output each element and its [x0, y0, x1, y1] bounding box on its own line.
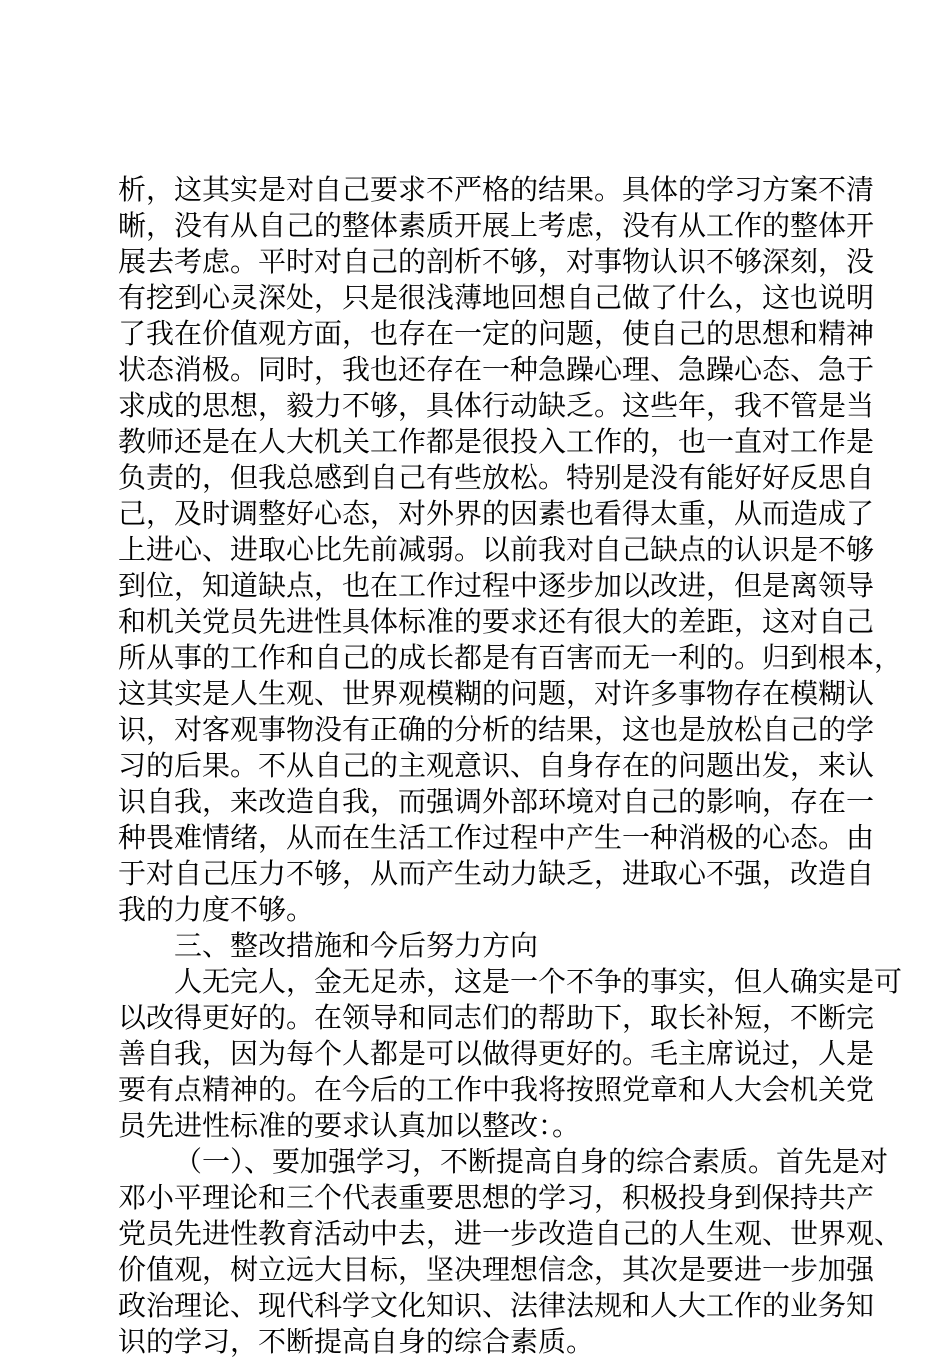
text-line: 识，对客观事物没有正确的分析的结果，这也是放松自己的学	[118, 713, 875, 746]
text-line: 所从事的工作和自己的成长都是有百害而无一利的。归到根本，	[118, 641, 903, 674]
paragraph-self-analysis	[118, 172, 903, 928]
document-body	[118, 172, 903, 1360]
section-heading	[118, 928, 854, 964]
text-line: 负责的，但我总感到自己有些放松。特别是没有能好好反思自	[118, 461, 875, 494]
text-line: 邓小平理论和三个代表重要思想的学习，积极投身到保持共产	[118, 1181, 875, 1214]
paragraph-measure-one	[118, 1144, 903, 1360]
text-line: 善自我，因为每个人都是可以做得更好的。毛主席说过，人是	[118, 1037, 875, 1070]
paragraph-intro	[118, 964, 903, 1144]
text-line: （一）、要加强学习，不断提高自身的综合素质。首先是对	[174, 1145, 889, 1178]
text-line: 种畏难情绪，从而在生活工作过程中产生一种消极的心态。由	[118, 821, 875, 854]
text-line: 识的学习，不断提高自身的综合素质。	[118, 1325, 595, 1358]
text-line: 价值观，树立远大目标，坚决理想信念，其次是要进一步加强	[118, 1253, 875, 1286]
text-line: 求成的思想，毅力不够，具体行动缺乏。这些年，我不管是当	[118, 389, 875, 422]
text-line: 以改得更好的。在领导和同志们的帮助下，取长补短，不断完	[118, 1001, 875, 1034]
text-line: 有挖到心灵深处，只是很浅薄地回想自己做了什么，这也说明	[118, 281, 875, 314]
text-line: 教师还是在人大机关工作都是很投入工作的，也一直对工作是	[118, 425, 875, 458]
text-line: 己，及时调整好心态，对外界的因素也看得太重，从而造成了	[118, 497, 875, 530]
text-line: 习的后果。不从自己的主观意识、自身存在的问题出发，来认	[118, 749, 875, 782]
text-line: 员先进性标准的要求认真加以整改：。	[118, 1109, 581, 1142]
text-line: 上进心、进取心比先前减弱。以前我对自己缺点的认识是不够	[118, 533, 875, 566]
text-line: 人无完人，金无足赤，这是一个不争的事实，但人确实是可	[174, 965, 903, 998]
text-line: 了我在价值观方面，也存在一定的问题，使自己的思想和精神	[118, 317, 875, 350]
text-line: 析，这其实是对自己要求不严格的结果。具体的学习方案不清	[118, 173, 875, 206]
text-line: 于对自己压力不够，从而产生动力缺乏，进取心不强，改造自	[118, 857, 875, 890]
text-line: 识自我，来改造自我，而强调外部环境对自己的影响，存在一	[118, 785, 875, 818]
text-line: 晰，没有从自己的整体素质开展上考虑，没有从工作的整体开	[118, 209, 875, 242]
text-line: 政治理论、现代科学文化知识、法律法规和人大工作的业务知	[118, 1289, 875, 1322]
text-line: 状态消极。同时，我也还存在一种急躁心理、急躁心态、急于	[118, 353, 875, 386]
text-line: 要有点精神的。在今后的工作中我将按照党章和人大会机关党	[118, 1073, 875, 1106]
text-line: 到位，知道缺点，也在工作过程中逐步加以改进，但是离领导	[118, 569, 875, 602]
text-line: 这其实是人生观、世界观模糊的问题，对许多事物存在模糊认	[118, 677, 875, 710]
text-line: 和机关党员先进性具体标准的要求还有很大的差距，这对自己	[118, 605, 875, 638]
section-title: 三、整改措施和今后努力方向	[174, 929, 539, 962]
text-line: 我的力度不够。	[118, 893, 315, 926]
text-line: 展去考虑。平时对自己的剖析不够，对事物认识不够深刻，没	[118, 245, 875, 278]
text-line: 党员先进性教育活动中去，进一步改造自己的人生观、世界观、	[118, 1217, 903, 1250]
